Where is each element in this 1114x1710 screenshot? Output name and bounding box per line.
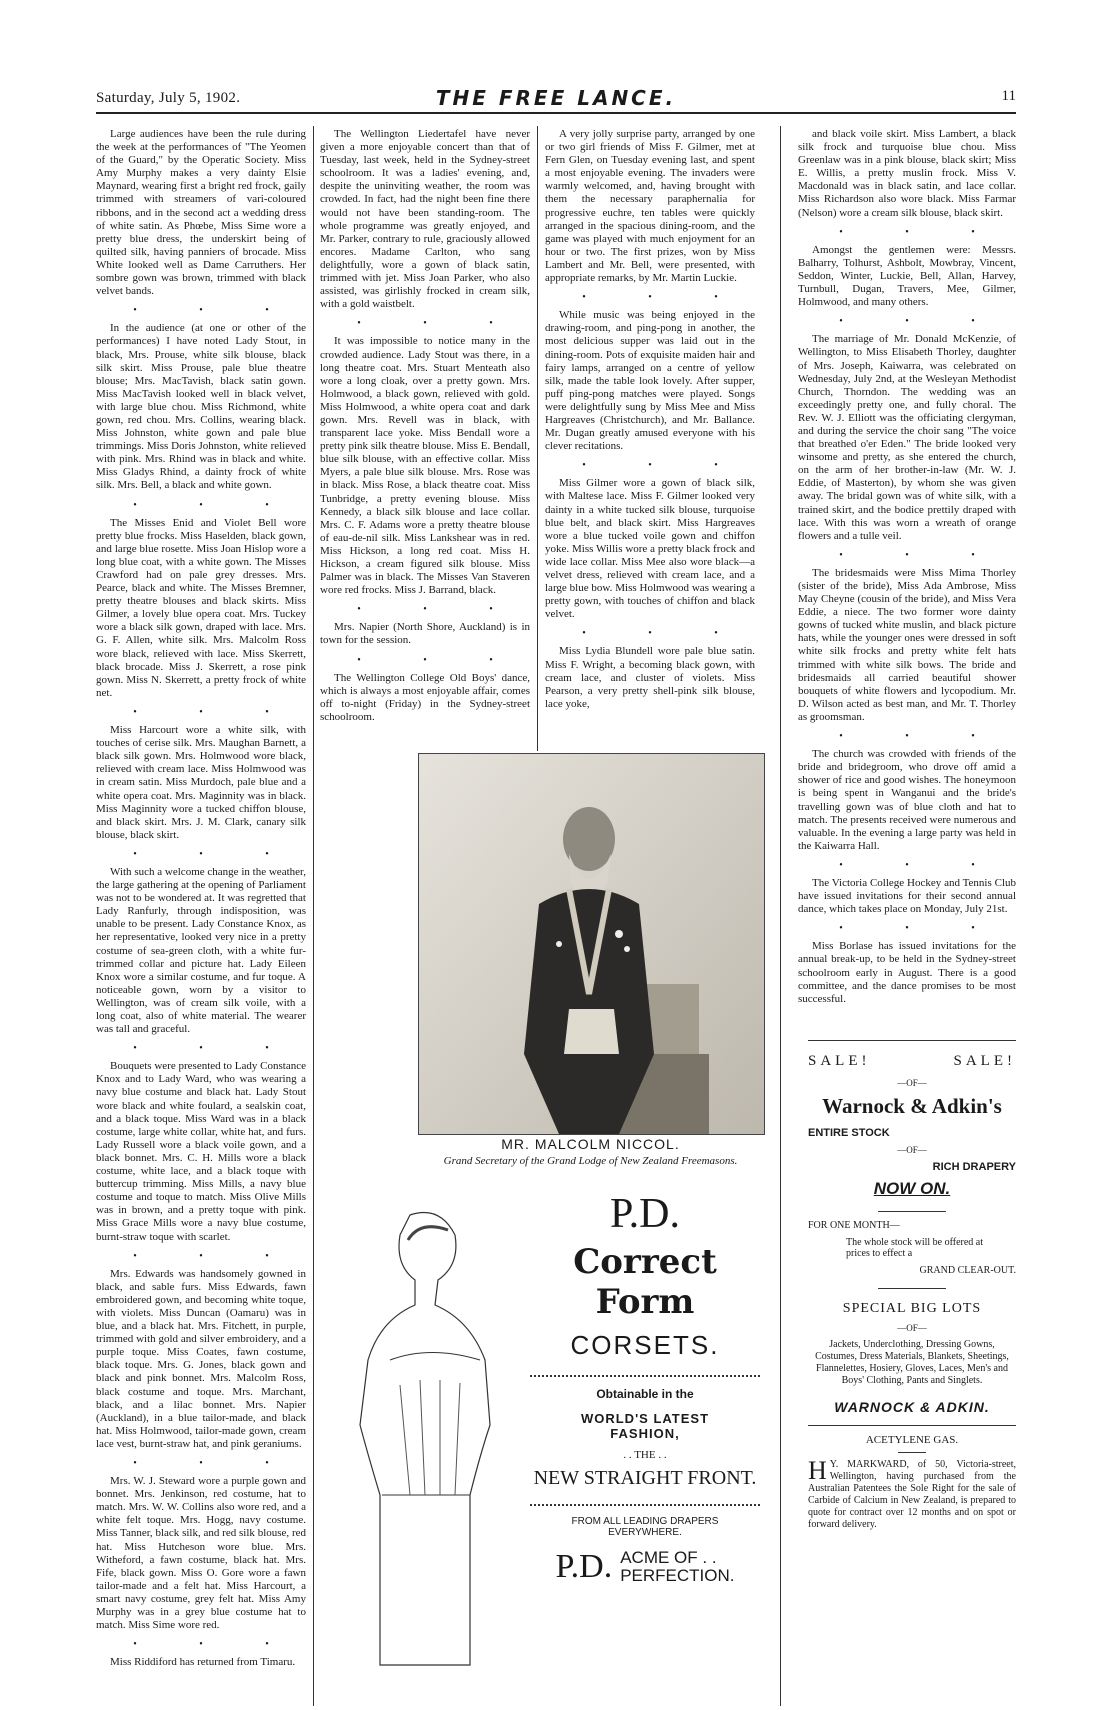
- paragraph: Large audiences have been the rule during the week at the performances of "The Yeomen of the Guard," by the Operatic Society. Miss Amy Murphy makes a very dainty Elsie Maynard, wearing first a bright red frock, gaily trimmed with streamers of vari-coloured ribbons, and in the second act a wedding dress of white satin. As Phœbe, Miss Sime wore a pretty blue dress, the underskirt being of quilted silk, having panniers of brocade. Miss White looked well as Dame Carruthers. Her sombre gown was brown, trimmed with black velvet bands.: [96, 128, 306, 298]
- corset-feature: NEW STRAIGHT FRONT.: [533, 1467, 757, 1489]
- corset-brand-footer: P.D.: [555, 1548, 613, 1585]
- separator-dots: • • •: [582, 460, 748, 472]
- sale-of-1: —OF—: [897, 1078, 927, 1088]
- paragraph: The Victoria College Hockey and Tennis Club have issued invitations for their second annual dance, which takes place on Monday, July 21st.: [798, 876, 1016, 916]
- special-big-lots: SPECIAL BIG LOTS: [842, 1301, 982, 1316]
- separator-dots: • • •: [133, 305, 299, 317]
- paragraph: The Misses Enid and Violet Bell wore pretty blue frocks. Miss Haselden, black gown, and large blue rosette. Miss Joan Hislop wore a long blue coat, with a white gown. The Misses Crawford had on pale grey dresses. Mrs. Pearce, black and white. The Misses Bremner, pretty theatre blouses and black skirts. Miss Gilmer, a lovely blue opera coat. Mrs. Tuckey wore a black silk gown, draped with lace. Mrs. G. F. Allen, white silk. Mrs. Malcolm Ross wore black, relieved with lace. Miss Skerrett, black brocade. Miss J. Skerrett, a rose pink gown. Miss N. Skerrett, a pretty frock of white net.: [96, 516, 306, 699]
- paragraph: The Wellington Liedertafel have never given a more enjoyable concert than that of Tuesday, last week, held in the Sydney-street schoolroom. It was a ladies' evening, and, despite the uninviting weather, the room was crowded. In fact, had the night been fine there would not have been standing-room. The whole programme was greatly enjoyed, and Mr. Parker, contrary to rule, graciously allowed encores. Madame Carlton, who sang delightfully, wore a gown of black satin, trimmed with jet. Miss Joan Parker, who also assisted, was girlishly frocked in cream silk, with a gold waistbelt.: [320, 128, 530, 311]
- column-1: [96, 128, 306, 1698]
- photo-caption: [418, 1136, 763, 1167]
- paragraph: The Wellington College Old Boys' dance, which is always a most enjoyable affair, comes off to-night (Friday) in the Sydney-street schoolroom.: [320, 671, 530, 723]
- paragraph: In the audience (at one or other of the performances) I have noted Lady Stout, in black, Mrs. Prouse, white silk blouse, black silk skirt. Miss Prouse, pale blue theatre blouse; Mrs. MacTavish, black satin gown. Miss MacTavish looked well in black velvet, with large blue chou. Miss Richmond, white gown, red chou. Mrs. Collins, wearing black. Miss Johnston, white gown and pale blue trimmings. Miss Doris Johnston, white relieved with pink. Mrs. Rhind was in black and white. Miss Gladys Rhind, a dainty frock of white silk. Mrs. Bell, a black and white gown.: [96, 322, 306, 492]
- separator-dots: • • •: [133, 1639, 299, 1651]
- corset-line1: Obtainable in the: [596, 1387, 694, 1401]
- corset-product: CORSETS.: [570, 1330, 720, 1360]
- corset-figure-illustration: [320, 1195, 520, 1695]
- corset-headline: Correct Form: [573, 1242, 717, 1322]
- drop-cap: H: [808, 1456, 827, 1485]
- paragraph: The marriage of Mr. Donald McKenzie, of Wellington, to Miss Elisabeth Thorley, daughter of Mrs. Joseph, Kaiwarra, was celebrated on Wednesday, July 2nd, at the Wesleyan Methodist Church, Thorndon. The wedding was an exceedingly pretty one, and fully choral. The Rev. W. J. Elliott was the officiating clergyman, and during the service the choir sang "The voice that breathed o'er Eden." The bride looked very winsome and pretty, as she entered the church, on the arm of her brother-in-law (Mr. W. J. Eddie, of Masterton), by whom she was given away. The bridal gown was of white silk, with a trained skirt, and the bodice prettily draped with lace. With this was worn a wreath of orange flowers and a tulle veil.: [798, 333, 1016, 542]
- corset-from: FROM ALL LEADING DRAPERS: [571, 1516, 719, 1527]
- separator-dots: • • •: [357, 318, 523, 330]
- separator-dots: • • •: [133, 848, 299, 860]
- acetylene-title: ACETYLENE GAS.: [865, 1434, 959, 1446]
- page-number: 11: [1001, 88, 1016, 104]
- header-rule: [96, 112, 1016, 114]
- column-3: [545, 128, 755, 748]
- sale-word-right: SALE!: [953, 1053, 1016, 1069]
- paragraph: and black voile skirt. Miss Lambert, a black silk frock and turquoise blue chou. Miss Greenlaw was in a pink blouse, black skirt; Miss E. Willis, a pretty muslin frock. Miss V. Macdonald was in black satin, and lace collar. Miss Richardson also wore black. Miss Farmar (Nelson) wore a cream silk blouse, black skirt.: [798, 128, 1016, 219]
- paragraph: Miss Lydia Blundell wore pale blue satin. Miss F. Wright, a becoming black gown, with cream lace, and cluster of violets. Miss Pearson, a very pretty shell-pink silk blouse, lace yoke,: [545, 645, 755, 710]
- separator-dots: • • •: [839, 731, 1005, 743]
- sale-items: Jackets, Underclothing, Dressing Gowns, Costumes, Dress Materials, Blankets, Sheetings, Flannelettes, Hosiery, Gloves, Laces, Men's and Boys' Clothing, Pants and Singlets.: [815, 1339, 1009, 1386]
- sale-word-left: SALE!: [808, 1053, 871, 1069]
- corset-brand: P.D.: [609, 1191, 681, 1237]
- separator-dots: • • •: [582, 628, 748, 640]
- corset-line3: FASHION,: [610, 1426, 680, 1441]
- entire-stock: ENTIRE STOCK: [808, 1127, 890, 1139]
- corset-advertisement: [320, 1175, 763, 1710]
- firm-name: Warnock & Adkin's: [822, 1094, 1002, 1118]
- separator-dots: • • •: [839, 316, 1005, 328]
- column-2: [320, 128, 530, 748]
- paragraph: Miss Gilmer wore a gown of black silk, with Maltese lace. Miss F. Gilmer looked very dainty in a white tucked silk blouse, turquoise blue belt, and black skirt. Miss Hargreaves wore a blue tucked voile gown and chiffon yoke. Miss Willis wore a pretty black frock and wide lace collar. Miss Mee also wore black—a velvet dress, relieved with cream lace, and a large blue bow. Miss Holmwood was wearing a pretty gown, with touches of chiffon and black velvet.: [545, 477, 755, 621]
- column-4: [798, 128, 1016, 1018]
- corset-the: . . THE . .: [623, 1449, 667, 1461]
- paragraph: The bridesmaids were Miss Mima Thorley (sister of the bride), Miss Ada Ambrose, Miss May Cheyne (cousin of the bride), and Miss Vera Eddie, a niece. The two former wore dainty gowns of tucked white muslin, and black picture hats, while the younger ones were dressed in soft white silk frocks and pretty white felt hats trimmed with white silk bows. The bride and bridesmaids all carried beautiful shower bouquets of white flowers and lycopodium. Mr. D. Wilson acted as best man, and Mr. T. Thorley as groomsman.: [798, 566, 1016, 723]
- acetylene-text: Y. MARKWARD, of 50, Victoria-street, Wellington, having purchased from the Australian Patentees the Sole Right for the sale of Carbide of Calcium in New Zealand, is prepared to quote for contract over 12 months and on spot or forward delivery.: [808, 1459, 1016, 1530]
- now-on: NOW ON.: [873, 1179, 951, 1198]
- separator-dots: • • •: [133, 499, 299, 511]
- page-header: [96, 84, 1016, 110]
- paragraph: Mrs. W. J. Steward wore a purple gown and bonnet. Mrs. Jenkinson, red costume, hat to match. Mrs. W. W. Collins also wore red, and a white felt toque. Mrs. Hogg, navy costume. Miss Tanner, black silk, and red silk blouse, red hat. Miss Hutcheson wore blue. Mrs. Witheford, a fawn costume, black hat. Mrs. Fife, black gown. Miss O. Gore wore a fawn tailor-made and a felt hat. Miss Harcourt, a smart navy costume, grey felt hat. Miss Amy Murphy was in a grey blue costume hat to match. Miss Sime wore red.: [96, 1475, 306, 1632]
- rich-drapery: RICH DRAPERY: [932, 1161, 1016, 1173]
- separator-dots: • • •: [133, 1458, 299, 1469]
- corset-everywhere: EVERYWHERE.: [608, 1527, 682, 1538]
- separator-dots: • • •: [582, 292, 748, 304]
- portrait-illustration: [419, 754, 764, 1134]
- separator-dots: • • •: [133, 1043, 299, 1055]
- corset-acme-line2: PERFECTION.: [620, 1566, 735, 1585]
- issue-date: Saturday, July 5, 1902.: [96, 90, 241, 106]
- sale-of-3: —OF—: [897, 1323, 927, 1333]
- paragraph: Amongst the gentlemen were: Messrs. Balharry, Tolhurst, Ashbolt, Mowbray, Vincent, Seddon, Winter, Luckie, Bell, Allan, Harvey, Turnbull, Dugan, Travers, Mee, Gilmer, Holmwood, and many others.: [798, 243, 1016, 309]
- sale-advertisement: [808, 1040, 1016, 1531]
- for-one-month: FOR ONE MONTH—: [808, 1220, 900, 1231]
- separator-dots: • • •: [357, 654, 523, 666]
- corset-line2: WORLD'S LATEST: [580, 1411, 710, 1426]
- paragraph: Mrs. Edwards was handsomely gowned in black, and sable furs. Miss Edwards, fawn embroidered gown, and becoming white toque, with violets. Miss Duncan (Oamaru) was in blue, and a black hat. Mrs. Fitchett, in purple, trimmed with gold and silver embroidery, and a purple toque. Miss Coates, fawn costume, black toque. Mrs. G. Jones, black gown and black and pink bonnet. Mrs. Malcolm Ross, black costume and toque. Mrs. Marchant, black, and a lilac bonnet. Mrs. Napier (Auckland), in a blue tailor-made, and black hat. Miss Holmwood, tailor-made gown, cream lace vest, burnt-straw hat, and pink geraniums.: [96, 1267, 306, 1450]
- portrait-photo: [418, 753, 765, 1135]
- column-divider: [313, 126, 314, 1706]
- offer-text: The whole stock will be offered at prices to effect a: [846, 1237, 983, 1259]
- separator-dots: • • •: [839, 923, 1005, 935]
- paragraph: Mrs. Napier (North Shore, Auckland) is in town for the session.: [320, 621, 530, 647]
- paragraph: It was impossible to notice many in the crowded audience. Lady Stout was there, in a long theatre coat. Mrs. Stuart Menteath also wore a long cloak, over a pretty gown. Mrs. Holmwood, a black gown, relieved with gold. Miss Holmwood, a white opera coat and dark gown. Mrs. Revell was in black, with transparent lace yoke. Miss Bendall wore a pretty pink silk theatre blouse. Miss E. Bendall, blue silk blouse, with an effective collar. Miss Myers, a pale blue silk blouse. Mrs. Rose was in black. Miss Rose, a black theatre coat. Miss Tunbridge, a pretty evening blouse. Miss Kennedy, a black silk blouse and lace collar. Mrs. C. F. Adams wore a pretty theatre blouse of eau-de-nil silk. Miss Lankshear was in red. Miss Hickson, a long red coat. Miss H. Hickson, a cream figured silk blouse. Miss Palmer was in black. The Misses Van Staveren wore red frocks. Miss J. Barrand, black.: [320, 335, 530, 597]
- paragraph: Miss Borlase has issued invitations for the annual break-up, to be held in the Sydney-street schoolroom early in August. There is a good committee, and the dance promises to be most successful.: [798, 940, 1016, 1005]
- separator-dots: • • •: [839, 549, 1005, 561]
- column-divider: [537, 126, 538, 751]
- corset-acme-line1: ACME OF . .: [620, 1548, 717, 1567]
- separator-dots: • • •: [357, 604, 523, 616]
- paragraph: While music was being enjoyed in the drawing-room, and ping-pong in another, the most delicious supper was laid out in the dining-room. Pots of exquisite maiden hair and fairy lamps, arranged on a centre of yellow silk, made the table look lovely. After supper, puff ping-pong matches were played. Songs were delightfully sung by Miss Mee and Miss Hargreaves (Christchurch), and Mr. Ballance. Mr. Dugan greatly amused everyone with his clever recitations.: [545, 309, 755, 453]
- separator-dots: • • •: [133, 706, 299, 718]
- column-divider: [780, 126, 781, 1706]
- caption-name: MR. MALCOLM NICCOL.: [501, 1136, 680, 1152]
- grand-clear-out: GRAND CLEAR-OUT.: [919, 1265, 1016, 1276]
- paragraph: A very jolly surprise party, arranged by one or two girl friends of Miss F. Gilmer, met at Fern Glen, on Tuesday evening last, and spent a most enjoyable evening. The invaders were warmly welcomed, and, having brought with them the necessary paraphernalia for progressive euchre, ten tables were quickly arranged in the spacious dining-room, and the game was played with much enjoyment for an hour or two. The first prizes, won by Miss Lambert and Mr. Bell, were presented, with appropriate remarks, by Mr. Martin Luckie.: [545, 128, 755, 285]
- paragraph: The church was crowded with friends of the bride and bridegroom, who drove off amid a shower of rice and good wishes. The honeymoon is being spent in Wanganui and the bride's travelling gown was of blue cloth and hat to match. The presents received were numerous and valuable. In the evening a large party was held in the Kaiwarra Hall.: [798, 748, 1016, 852]
- separator-dots: • • •: [839, 859, 1005, 871]
- masthead: THE FREE LANCE.: [435, 86, 677, 110]
- separator-dots: • • •: [133, 1250, 299, 1262]
- paragraph: Miss Riddiford has returned from Timaru.: [110, 1656, 296, 1669]
- warnock-signature: WARNOCK & ADKIN.: [834, 1399, 990, 1415]
- paragraph: Miss Harcourt wore a white silk, with touches of cerise silk. Mrs. Maughan Barnett, a black silk gown. Mrs. Holmwood wore black, relieved with cream lace. Miss Holmwood was in cream satin. Miss Murdoch, pale blue and a white opera coat. Mrs. Maginnity was in black. Miss Maginnity wore a tucked chiffon blouse, and black skirt. Mrs. J. M. Clark, canary silk blouse, black skirt.: [96, 724, 306, 841]
- paragraph: Bouquets were presented to Lady Constance Knox and to Lady Ward, who was wearing a navy blue costume and black hat. Lady Stout wore black and white foulard, a sealskin coat, and a black toque. Miss Ward was in a black costume, large white collar, white hat, and furs. Lady Russell wore a black voile gown, and a black bonnet. Mrs. C. H. Mills wore a black costume, white lace, and a black toque with buttercup trimming. Miss Mills, a navy blue costume and toque to match. Miss Olive Mills was in brown, and a pretty toque with pink. Miss Grace Mills wore a navy blue costume, burnt-straw toque with scarlet.: [96, 1060, 306, 1243]
- sale-of-2: —OF—: [897, 1145, 927, 1155]
- paragraph: With such a welcome change in the weather, the large gathering at the opening of Parliament was not to be wondered at. It was regretted that Lady Ranfurly, through indisposition, was unable to be present. Lady Constance Knox, as her representative, looked very nice in a pretty costume of sea-green cloth, with a white fur-trimmed collar and picture hat. Lady Eileen Knox wore a similar costume, and fur toque. A noticeable gown, worn by a visitor to Wellington, was of cream silk voile, with a long coat, also of white material. The wearer was tall and graceful.: [96, 865, 306, 1036]
- separator-dots: • • •: [839, 226, 1005, 238]
- caption-subtitle: Grand Secretary of the Grand Lodge of New Zealand Freemasons.: [443, 1155, 738, 1167]
